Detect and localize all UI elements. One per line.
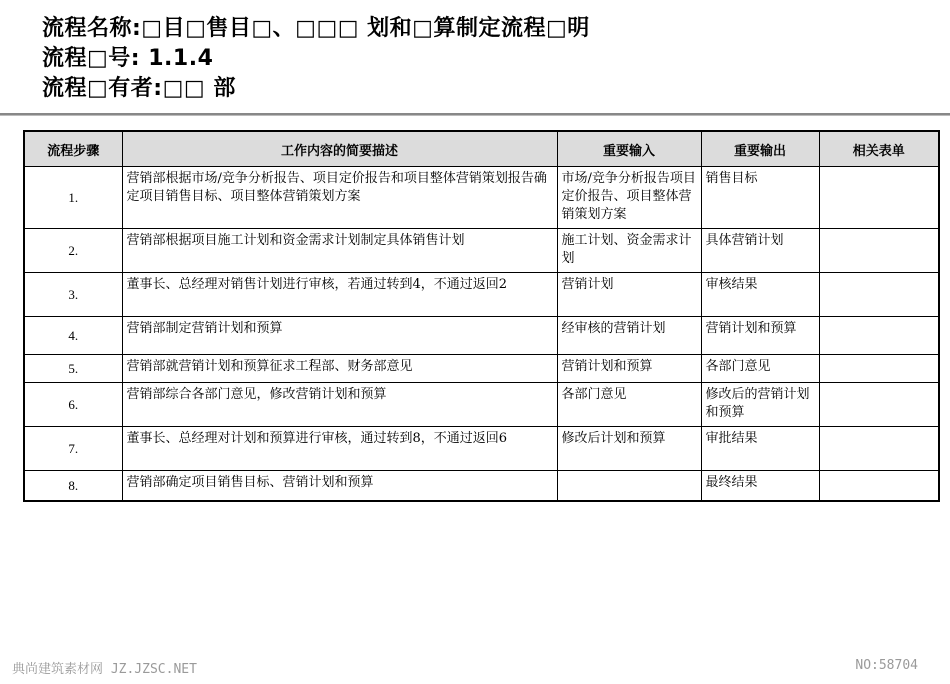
table-row (24, 229, 939, 273)
input-cell: 施工计划、资金需求计划 (557, 229, 701, 273)
input-cell: 营销计划 (557, 273, 701, 317)
watermark-number: NO:58704 (855, 658, 918, 673)
watermark-site: 典尚建筑素材网 JZ.JZSC.NET (12, 662, 197, 677)
table-header-row (24, 131, 939, 167)
output-cell: 营销计划和预算 (701, 317, 819, 355)
input-cell: 市场/竞争分析报告项目定价报告、项目整体营销策划方案 (557, 167, 701, 229)
process-number: 流程□号: 1.1.4 (42, 46, 214, 71)
description-cell: 营销部根据市场/竞争分析报告、项目定价报告和项目整体营销策划报告确定项目销售目标、项目整体营销策划方案 (122, 167, 557, 229)
step-cell: 5. (24, 355, 122, 383)
input-cell: 经审核的营销计划 (557, 317, 701, 355)
form-cell (819, 167, 939, 229)
input-cell: 营销计划和预算 (557, 355, 701, 383)
table-row (24, 427, 939, 471)
document-header (42, 14, 590, 104)
output-cell: 具体营销计划 (701, 229, 819, 273)
col-header-description: 工作内容的简要描述 (122, 131, 557, 167)
output-cell: 修改后的营销计划和预算 (701, 383, 819, 427)
output-cell: 审批结果 (701, 427, 819, 471)
form-cell (819, 427, 939, 471)
form-cell (819, 471, 939, 501)
description-cell: 营销部确定项目销售目标、营销计划和预算 (122, 471, 557, 501)
description-cell: 营销部就营销计划和预算征求工程部、财务部意见 (122, 355, 557, 383)
description-cell: 董事长、总经理对计划和预算进行审核，通过转到8，不通过返回6 (122, 427, 557, 471)
output-cell: 最终结果 (701, 471, 819, 501)
output-cell: 各部门意见 (701, 355, 819, 383)
form-cell (819, 383, 939, 427)
input-cell (557, 471, 701, 501)
input-cell: 各部门意见 (557, 383, 701, 427)
description-cell: 营销部制定营销计划和预算 (122, 317, 557, 355)
form-cell (819, 273, 939, 317)
output-cell: 销售目标 (701, 167, 819, 229)
table-row (24, 273, 939, 317)
input-cell: 修改后计划和预算 (557, 427, 701, 471)
table-row (24, 167, 939, 229)
step-cell: 3. (24, 273, 122, 317)
process-name-title: 流程名称:□目□售目□、□□□ 划和□算制定流程□明 (42, 16, 590, 41)
step-cell: 4. (24, 317, 122, 355)
col-header-step: 流程步骤 (24, 131, 122, 167)
description-cell: 董事长、总经理对销售计划进行审核，若通过转到4，不通过返回2 (122, 273, 557, 317)
process-table (23, 130, 940, 502)
step-cell: 6. (24, 383, 122, 427)
table-row (24, 355, 939, 383)
table-row (24, 317, 939, 355)
form-cell (819, 229, 939, 273)
table-row (24, 383, 939, 427)
table-row (24, 471, 939, 501)
description-cell: 营销部综合各部门意见，修改营销计划和预算 (122, 383, 557, 427)
col-header-input: 重要输入 (557, 131, 701, 167)
description-cell: 营销部根据项目施工计划和资金需求计划制定具体销售计划 (122, 229, 557, 273)
col-header-forms: 相关表单 (819, 131, 939, 167)
process-owner: 流程□有者:□□ 部 (42, 76, 236, 101)
output-cell: 审核结果 (701, 273, 819, 317)
step-cell: 1. (24, 167, 122, 229)
col-header-output: 重要输出 (701, 131, 819, 167)
step-cell: 2. (24, 229, 122, 273)
header-divider (0, 113, 950, 116)
step-cell: 7. (24, 427, 122, 471)
step-cell: 8. (24, 471, 122, 501)
form-cell (819, 317, 939, 355)
form-cell (819, 355, 939, 383)
